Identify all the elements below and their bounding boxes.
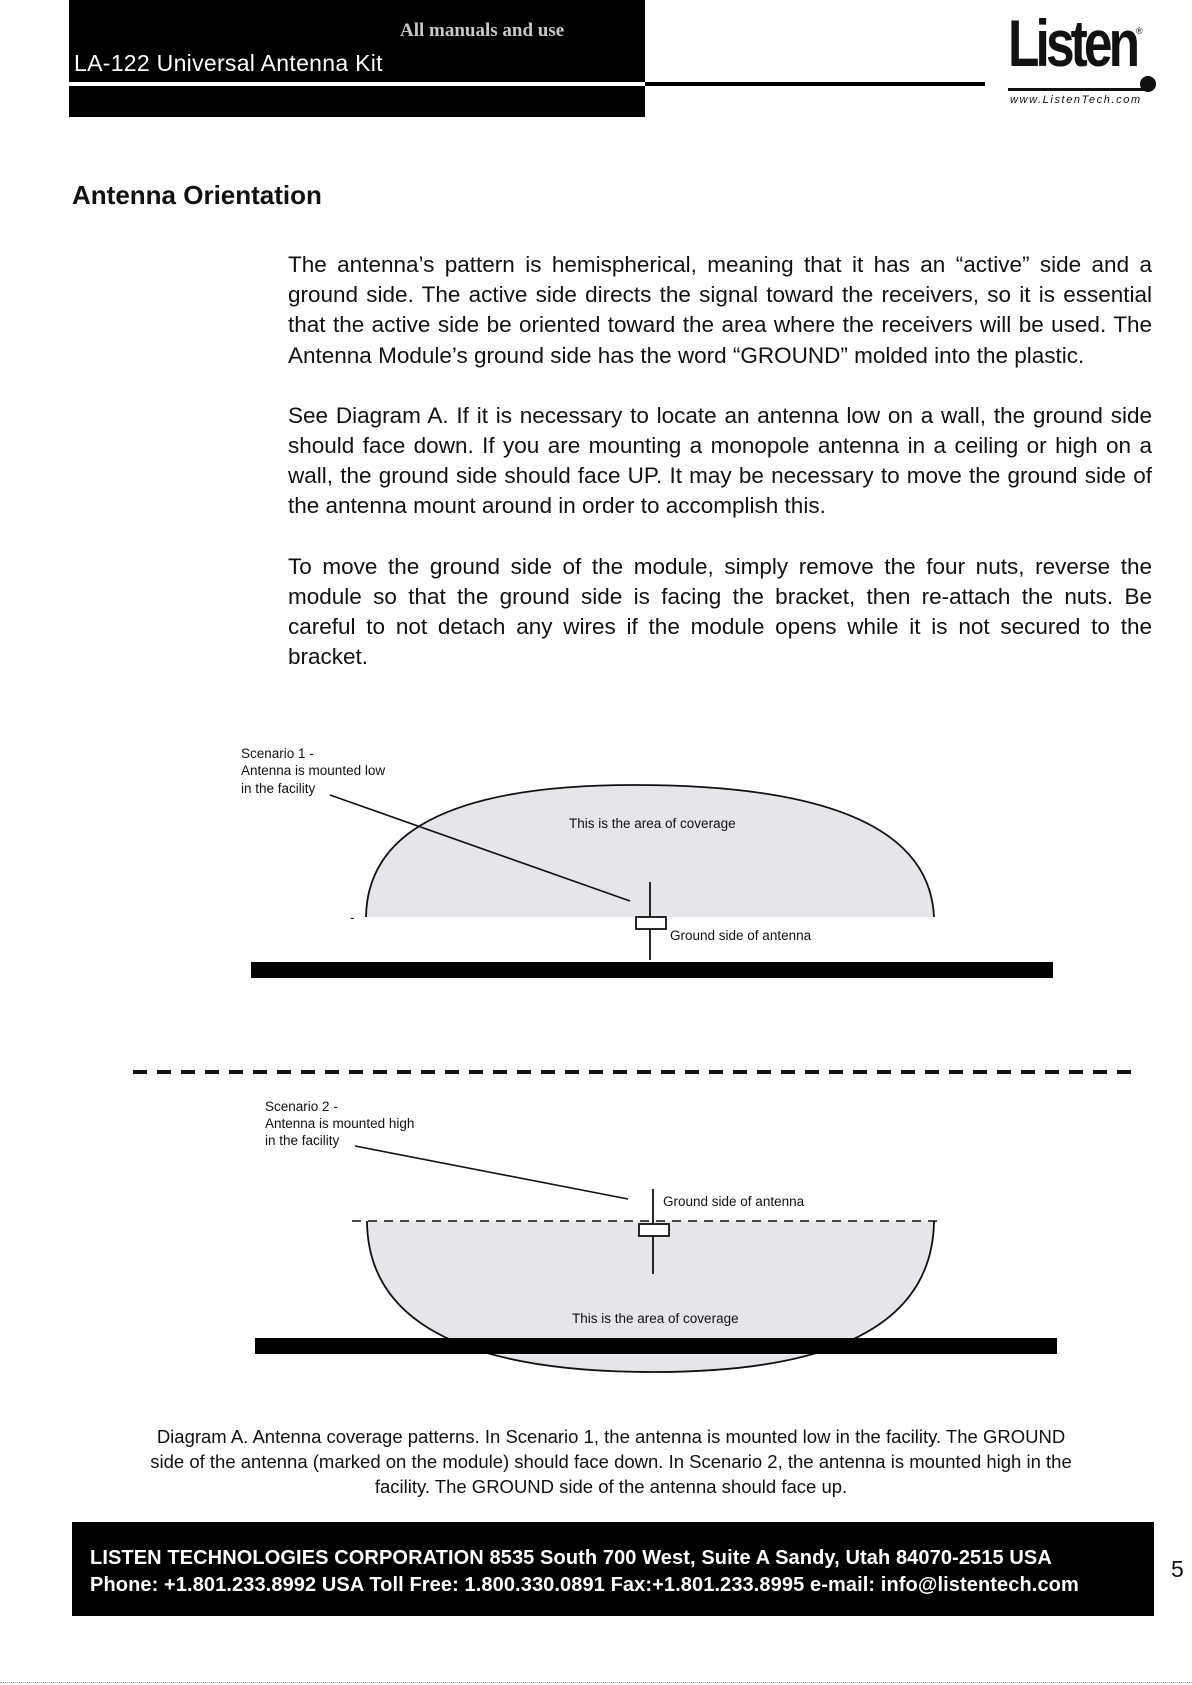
paragraph-3: To move the ground side of the module, simply remove the four nuts, reverse the module so that the ground side is facing the bracket, then re-attach the nuts. Be careful to not detach any wires if the module opens while it is not secured to the bracket. xyxy=(288,553,1152,670)
scenario2-label-3: in the facility xyxy=(265,1133,340,1148)
scenario2-coverage-label: This is the area of coverage xyxy=(572,1311,739,1326)
registered-mark: ® xyxy=(1136,26,1143,36)
logo-url: www.ListenTech.com xyxy=(1010,94,1142,106)
scenario1-coverage-label: This is the area of coverage xyxy=(569,816,736,831)
scenario2-ground-label: Ground side of antenna xyxy=(663,1194,805,1209)
paragraph-2: See Diagram A. If it is necessary to locate an antenna low on a wall, the ground side should face down. If you are mounting a monopole antenna in a ceiling or high on a wall, the ground side should face UP. It may be necessary to move the ground side of the antenna mount around in order to accomplish this. xyxy=(288,402,1152,519)
scenario1-label-3: in the facility xyxy=(241,781,316,796)
scenario1-mark: - xyxy=(350,910,355,925)
watermark-text: All manuals and use xyxy=(400,20,565,41)
floor-bar-2 xyxy=(255,1338,1057,1354)
diagram-caption: Diagram A. Antenna coverage patterns. In Scenario 1, the antenna is mounted low in the facility. The GROUND side of the antenna (marked on the module) should face down. In Scenario 2, the antenna is mounted high in the facility. The GROUND side of the antenna should face up. xyxy=(150,1426,1072,1497)
section-title: Antenna Orientation xyxy=(72,180,322,210)
footer-address: LISTEN TECHNOLOGIES CORPORATION 8535 South 700 West, Suite A Sandy, Utah 84070-2515 USA xyxy=(90,1547,1052,1569)
logo-wordmark: Listen xyxy=(1008,6,1137,80)
page-number: 5 xyxy=(1171,1556,1184,1582)
scenario1-ground-label: Ground side of antenna xyxy=(670,928,812,943)
scenario2-label-2: Antenna is mounted high xyxy=(265,1116,415,1131)
scenario1-label-2: Antenna is mounted low xyxy=(241,763,386,778)
paragraph-1: The antenna’s pattern is hemispherical, meaning that it has an “active” side and a ground side. The active side directs the signal toward the receivers, so it is essential that the active side be oriented toward the area where the receivers will be used. The Antenna Module’s ground side has the word “GROUND” molded into the plastic. xyxy=(288,252,1152,368)
scenario1-label-1: Scenario 1 - xyxy=(241,746,314,761)
document-title: LA-122 Universal Antenna Kit xyxy=(74,50,383,76)
antenna-module-2 xyxy=(639,1224,669,1236)
floor-bar-1 xyxy=(251,962,1053,978)
bottom-border xyxy=(0,1682,1192,1683)
scenario2-label-1: Scenario 2 - xyxy=(265,1099,338,1114)
footer-bar xyxy=(72,1522,1154,1616)
footer-contact: Phone: +1.801.233.8992 USA Toll Free: 1.800.330.0891 Fax:+1.801.233.8995 e-mail: info@listentech.com xyxy=(90,1574,1079,1596)
leader-line-2 xyxy=(355,1146,628,1199)
antenna-module-1 xyxy=(636,917,666,929)
